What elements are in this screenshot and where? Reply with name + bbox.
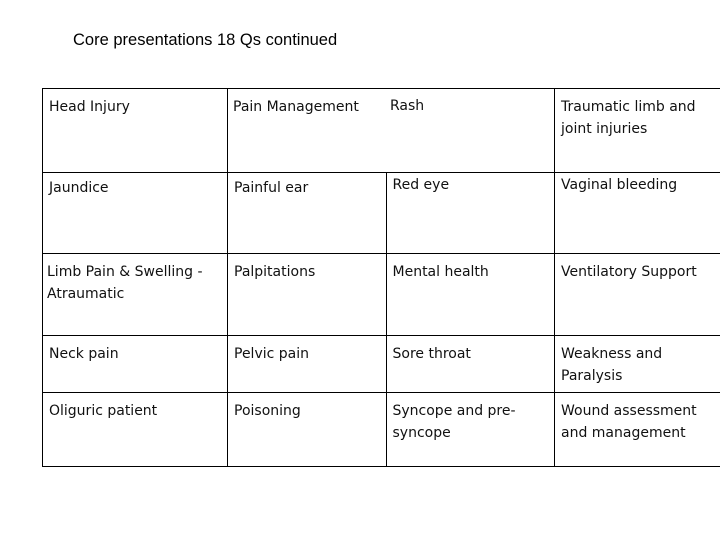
table-cell: Jaundice bbox=[43, 173, 228, 254]
presentations-table bbox=[42, 88, 720, 467]
table-row bbox=[43, 173, 720, 254]
table-cell: Palpitations bbox=[228, 254, 387, 336]
table-cell: Wound assessment and management bbox=[555, 393, 720, 467]
table-cell: Sore throat bbox=[386, 336, 555, 393]
table-cell: Weakness and Paralysis bbox=[555, 336, 720, 393]
table-cell: Traumatic limb and joint injuries bbox=[555, 89, 720, 173]
table-row bbox=[43, 393, 720, 467]
page-title: Core presentations 18 Qs continued bbox=[73, 31, 338, 49]
table-row bbox=[43, 336, 720, 393]
table-cell: Limb Pain & Swelling - Atraumatic bbox=[43, 254, 228, 336]
table-cell: Neck pain bbox=[43, 336, 228, 393]
table-cell: Vaginal bleeding bbox=[555, 173, 720, 254]
table-row bbox=[43, 254, 720, 336]
table-cell: Pelvic pain bbox=[228, 336, 387, 393]
table-cell: Red eye bbox=[386, 173, 555, 254]
table-cell: Mental health bbox=[386, 254, 555, 336]
table-cell: Poisoning bbox=[228, 393, 387, 467]
table-cell: Head Injury bbox=[43, 89, 228, 173]
table-cell: Ventilatory Support bbox=[555, 254, 720, 336]
table-row bbox=[43, 89, 720, 173]
table-cell: Painful ear bbox=[228, 173, 387, 254]
table-cell: Rash bbox=[386, 89, 555, 173]
table-cell: Oliguric patient bbox=[43, 393, 228, 467]
table-cell: Syncope and pre-syncope bbox=[386, 393, 555, 467]
table-cell: Pain Management bbox=[228, 89, 387, 173]
